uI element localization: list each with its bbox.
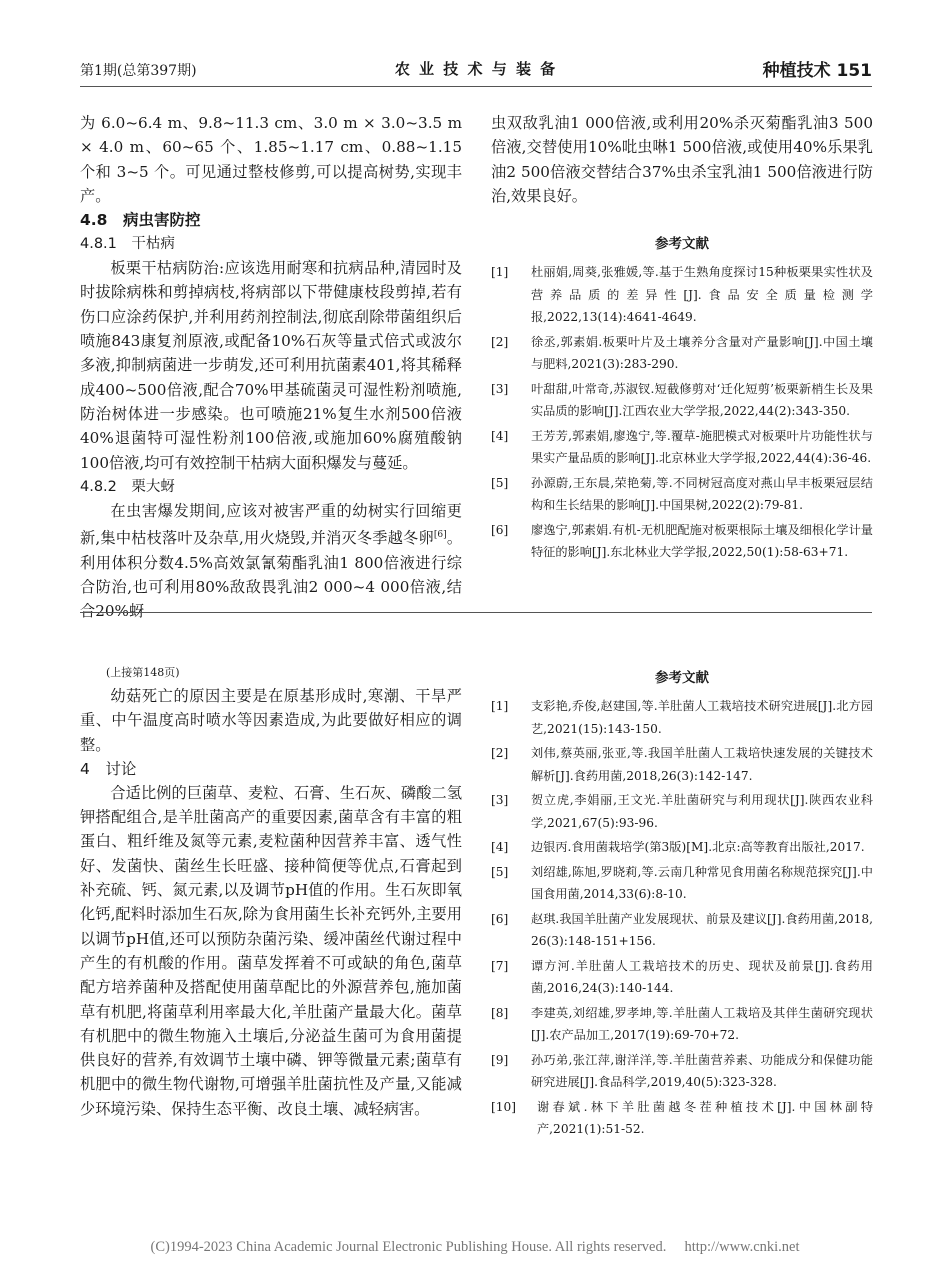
reference-number: [3] (491, 381, 509, 396)
header-rule (80, 86, 872, 87)
references-heading: 参考文献 (655, 236, 709, 253)
reference-number: [4] (491, 428, 509, 443)
reference-text: 徐丞,郭素娟.板栗叶片及土壤养分含量对产量影响[J].中国土壤与肥料,2021(3):283-290. (531, 334, 873, 372)
article-separator (80, 612, 872, 613)
reference-text: 边银丙.食用菌栽培学(第3版)[M].北京:高等教育出版社,2017. (531, 840, 865, 854)
reference-number: [9] (491, 1052, 509, 1067)
body-paragraph: 板栗干枯病防治:应该选用耐寒和抗病品种,清园时及时拔除病株和剪掉病枝,将病部以下带健康枝段剪掉,若有伤口应涂药保护,并利用药剂控制法,彻底刮除带菌组织后喷施843康复剂原液,或配备10%石灰等量式倍式或波尔多液,抑制病菌进一步萌发,还可利用抗菌素401,将其稀释成400~500倍液,配合70%甲基硫菌灵可湿性粉剂喷施,防治树体进一步感染。也可喷施21%复生水剂500倍液40%退菌特可湿性粉剂100倍液,或施加60%腐殖酸钠100倍液,均可有效控制干枯病大面积爆发与蔓延。 (80, 259, 462, 472)
section-heading: 4.8 病虫害防控 (80, 211, 201, 230)
issue-label: 第1期(总第397期) (80, 63, 197, 79)
bottom-right-column (491, 666, 873, 1143)
reference-list (491, 261, 873, 564)
reference-item (491, 742, 873, 787)
reference-item (491, 378, 873, 423)
reference-number: [2] (491, 334, 509, 349)
body-paragraph (80, 499, 462, 624)
reference-item (491, 908, 873, 953)
reference-text: 贺立虎,李娟丽,王文光.羊肚菌研究与利用现状[J].陕西农业科学,2021,67(5):93-96. (531, 793, 873, 830)
paragraph-text: 在虫害爆发期间,应该对被害严重的幼树实行回缩更新,集中枯枝落叶及杂草,用火烧毁,并消灭冬季越冬卵 (80, 501, 462, 548)
reference-item (491, 1096, 873, 1141)
reference-text: 廖逸宁,郭素娟.有机-无机肥配施对板栗根际土壤及细根化学计量特征的影响[J].东北林业大学学报,2022,50(1):58-63+71. (531, 522, 873, 560)
top-right-column (491, 111, 873, 566)
continuation-note: (上接第148页) (106, 666, 180, 679)
reference-item (491, 789, 873, 834)
reference-text: 刘绍雄,陈旭,罗晓莉,等.云南几种常见食用菌名称规范探究[J].中国食用菌,2014,33(6):8-10. (531, 864, 873, 901)
reference-number: [10] (491, 1099, 517, 1114)
journal-name: 农 业 技 术 与 装 备 (394, 60, 558, 78)
reference-item (491, 331, 873, 376)
copyright-footer: (C)1994-2023 China Academic Journal Electronic Publishing House. All rights reserved. http://www.cnki.net (150, 1239, 800, 1255)
top-left-column (80, 111, 462, 623)
reference-number: [8] (491, 1005, 509, 1020)
reference-number: [5] (491, 475, 509, 490)
reference-number: [1] (491, 699, 509, 713)
reference-text: 谢春斌.林下羊肚菌越冬茬种植技术[J].中国林副特产,2021(1):51-52. (537, 1099, 873, 1136)
section-heading: 4 讨论 (80, 759, 137, 778)
reference-item (491, 1049, 873, 1094)
references-heading: 参考文献 (655, 670, 709, 686)
reference-item (491, 472, 873, 517)
body-paragraph: 合适比例的巨菌草、麦粒、石膏、生石灰、磷酸二氢钾搭配组合,是羊肚菌高产的重要因素,菌草含有丰富的粗蛋白、粗纤维及氮等元素,麦粒菌种因营养丰富、透气性好、发菌快、菌丝生长旺盛、接种简便等优点,石膏起到补充硫、钙、氮元素,以及调节pH值的作用。生石灰即氧化钙,配料时添加生石灰,除为食用菌生长补充钙外,主要用以调节pH值,还可以预防杂菌污染、缓冲菌丝代谢过程中产生的有机酸的作用。菌草发挥着不可或缺的角色,菌草配方培养菌种及搭配使用菌草配比的外源营养包,施加菌草有机肥,将菌草利用率最大化,羊肚菌产量最大化。菌草有机肥中的微生物施入土壤后,分泌益生菌可为食用菌提供良好的营养,有效调节土壤中磷、钾等微量元素;菌草有机肥中的微生物代谢物,可增强羊肚菌抗性及产量,又能减少环境污染、保持生态平衡、改良土壤、减轻病害。 (80, 783, 462, 1118)
subsection-heading: 4.8.1 干枯病 (80, 236, 175, 253)
reference-number: [2] (491, 746, 509, 760)
page-header (80, 56, 872, 82)
citation-marker: [6] (433, 530, 447, 541)
reference-list (491, 695, 873, 1141)
reference-text: 谭方河.羊肚菌人工栽培技术的历史、现状及前景[J].食药用菌,2016,24(3):140-144. (531, 958, 873, 995)
reference-number: [4] (491, 840, 509, 854)
body-paragraph: 虫双敌乳油1 000倍液,或利用20%杀灭菊酯乳油3 500倍液,交替使用10%吡虫啉1 500倍液,或使用40%乐果乳油2 500倍液交替结合37%虫杀宝乳油1 500倍液进行防治,效果良好。 (491, 114, 873, 205)
reference-number: [5] (491, 864, 509, 879)
reference-item (491, 425, 873, 470)
reference-text: 孙巧弟,张江萍,谢洋洋,等.羊肚菌营养素、功能成分和保健功能研究进展[J].食品科学,2019,40(5):323-328. (531, 1052, 873, 1089)
section-page-label: 种植技术 151 (762, 61, 872, 81)
reference-number: [6] (491, 911, 509, 926)
body-paragraph: 为 6.0~6.4 m、9.8~11.3 cm、3.0 m × 3.0~3.5 m × 4.0 m、60~65 个、1.85~1.17 cm、0.88~1.15 个和 3~5 个。可见通过整枝修剪,可以提高树势,实现丰产。 (80, 114, 462, 205)
paragraph-text: 。利用体积分数4.5%高效氯氰菊酯乳油1 800倍液进行综合防治,也可利用80%敌敌畏乳油2 000~4 000倍液,结合20%蚜 (80, 529, 463, 621)
reference-item (491, 261, 873, 329)
reference-text: 杜丽娟,周葵,张雅媛,等.基于生熟角度探讨15种板栗果实性状及营养品质的差异性[J].食品安全质量检测学报,2022,13(14):4641-4649. (531, 265, 873, 325)
reference-text: 刘伟,蔡英丽,张亚,等.我国羊肚菌人工栽培快速发展的关键技术解析[J].食药用菌,2018,26(3):142-147. (531, 746, 873, 783)
reference-item (491, 519, 873, 564)
reference-text: 叶甜甜,叶常奇,苏淑钗.短截修剪对‘迁化短剪’板栗新梢生长及果实品质的影响[J].江西农业大学学报,2022,44(2):343-350. (531, 381, 873, 419)
reference-number: [7] (491, 958, 509, 973)
reference-text: 支彩艳,乔俊,赵建国,等.羊肚菌人工栽培技术研究进展[J].北方园艺,2021(15):143-150. (531, 699, 873, 736)
bottom-left-column (80, 662, 462, 1121)
reference-number: [6] (491, 522, 509, 537)
body-paragraph: 幼菇死亡的原因主要是在原基形成时,寒潮、干旱严重、中午温度高时喷水等因素造成,为此要做好相应的调整。 (80, 687, 462, 754)
reference-text: 孙源蔚,王东晨,荣艳菊,等.不同树冠高度对燕山早丰板栗冠层结构和生长结果的影响[J].中国果树,2022(2):79-81. (531, 475, 873, 513)
reference-number: [1] (491, 265, 509, 280)
reference-item (491, 1002, 873, 1047)
reference-item (491, 695, 873, 740)
reference-item (491, 955, 873, 1000)
subsection-heading: 4.8.2 栗大蚜 (80, 478, 175, 495)
reference-text: 王芳芳,郭素娟,廖逸宁,等.覆草-施肥模式对板栗叶片功能性状与果实产量品质的影响[J].北京林业大学学报,2022,44(4):36-46. (531, 428, 873, 466)
reference-text: 李建英,刘绍雄,罗孝坤,等.羊肚菌人工栽培及其伴生菌研究现状[J].农产品加工,2017(19):69-70+72. (531, 1005, 873, 1042)
reference-item (491, 836, 873, 859)
reference-text: 赵琪.我国羊肚菌产业发展现状、前景及建议[J].食药用菌,2018, 26(3):148-151+156. (531, 911, 873, 948)
reference-item (491, 861, 873, 906)
reference-number: [3] (491, 793, 509, 807)
